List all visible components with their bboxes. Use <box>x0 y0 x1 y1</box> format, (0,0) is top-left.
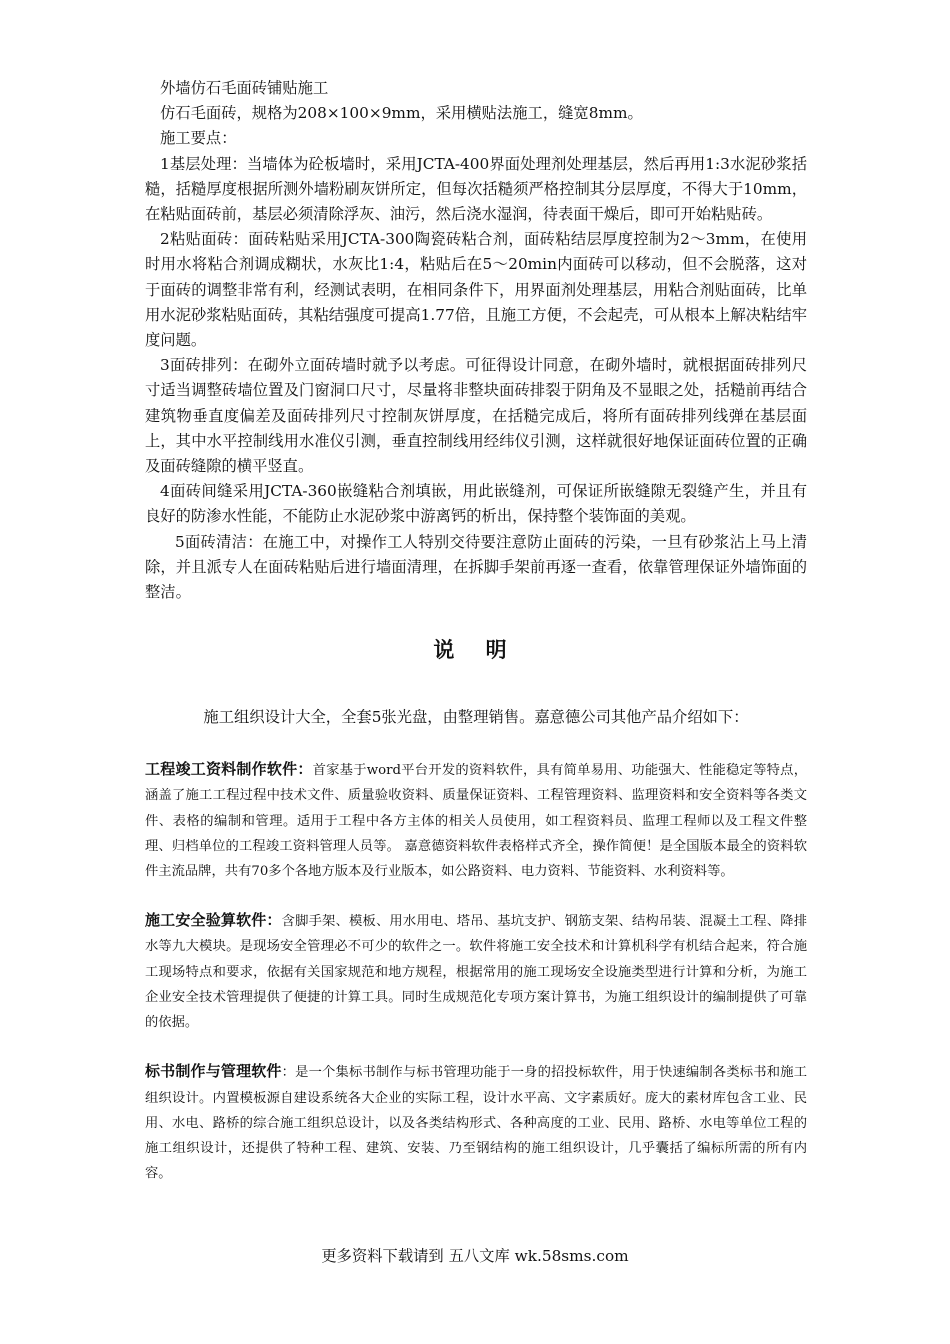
product-desc: ：是一个集标书制作与标书管理功能于一身的招投标软件，用于快速编制各类标书和施工组织设计。内置模板源自建设系统各大企业的实际工程，设计水平高、文字素质好。庞大的素材库包含工业、民用、水电、路桥的综合施工组织总设计，以及各类结构形式、各种高度的工业、民用、路桥、水电等单位工程的施工组织设计，还提供了特种工程、建筑、安装、乃至钢结构的施工组织设计，几乎囊括了编标所需的所有内容。 <box>145 1065 807 1182</box>
document-page <box>145 76 807 1186</box>
key-points-label: 施工要点： <box>160 129 237 148</box>
product-docs-software <box>145 757 807 884</box>
point-tile-layout: 3面砖排列：在砌外立面砖墙时就予以考虑。可征得设计同意，在砌外墙时，就根据面砖排列尺寸适当调整砖墙位置及门窗洞口尺寸，尽量将非整块面砖排裂于阴角及不显眼之处，括糙前再结合建筑物垂直度偏差及面砖排列尺寸控制灰饼厚度，在括糙完成后，将所有面砖排列线弹在基层面上，其中水平控制线用水准仪引测，垂直控制线用经纬仪引测，这样就很好地保证面砖位置的正确及面砖缝隙的横平竖直。 <box>145 356 807 476</box>
point-tile-bonding: 2粘贴面砖：面砖粘贴采用JCTA-300陶瓷砖粘合剂，面砖粘结层厚度控制为2～3mm，在使用时用水将粘合剂调成糊状，水灰比1:4，粘贴后在5～20min内面砖可以移动，但不会脱落，这对于面砖的调整非常有利，经测试表明，在相同条件下，用界面剂处理基层，用粘合剂贴面砖，比单用水泥砂浆粘贴面砖，其粘结强度可提高1.77倍，且施工方便，不会起壳，可从根本上解决粘结牢度问题。 <box>145 230 807 350</box>
product-name: 标书制作与管理软件 <box>145 1062 282 1081</box>
product-desc: 含脚手架、模板、用水用电、塔吊、基坑支护、钢筋支架、结构吊装、混凝土工程、降排水等九大模块。是现场安全管理必不可少的软件之一。软件将施工安全技术和计算机科学有机结合起来，符合施工现场特点和要求，依据有关国家规范和地方规程，根据常用的施工现场安全设施类型进行计算和分析，为施工企业安全技术管理提供了便捷的计算工具。同时生成规范化专项方案计算书，为施工组织设计的编制提供了可靠的依据。 <box>145 914 807 1031</box>
notice-intro: 施工组织设计大全，全套5张光盘，由整理销售。嘉意德公司其他产品介绍如下： <box>203 708 749 727</box>
product-safety-software <box>145 908 807 1035</box>
point-joint-filling: 4面砖间缝采用JCTA-360嵌缝粘合剂填嵌，用此嵌缝剂，可保证所嵌缝隙无裂缝产生，并且有良好的防渗水性能，不能防止水泥砂浆中游离钙的析出，保持整个装饰面的美观。 <box>145 482 807 526</box>
section-heading: 外墙仿石毛面砖铺贴施工 <box>160 79 329 97</box>
product-tender-software <box>145 1059 807 1186</box>
footer-link[interactable]: 更多资料下载请到 五八文库 wk.58sms.com <box>321 1247 629 1265</box>
product-name: 施工安全验算软件： <box>145 911 282 930</box>
point-base-treatment: 1基层处理：当墙体为砼板墙时，采用JCTA-400界面处理剂处理基层，然后再用1:3水泥砂浆括糙，括糙厚度根据所测外墙粉刷灰饼所定，但每次括糙须严格控制其分层厚度，不得大于10mm，在粘贴面砖前，基层必须清除浮灰、油污，然后浇水湿润，待表面干燥后，即可开始粘贴砖。 <box>145 154 807 224</box>
product-name: 工程竣工资料制作软件： <box>145 760 313 779</box>
point-tile-cleaning: 5面砖清洁：在施工中，对操作工人特别交待要注意防止面砖的污染，一旦有砂浆沾上马上清除，并且派专人在面砖粘贴后进行墙面清理，在拆脚手架前再逐一查看，依靠管理保证外墙饰面的整洁。 <box>145 532 807 602</box>
notice-title: 说 明 <box>433 637 519 663</box>
product-desc: 首家基于word平台开发的资料软件，具有简单易用、功能强大、性能稳定等特点，涵盖了施工工程过程中技术文件、质量验收资料、质量保证资料、工程管理资料、监理资料和安全资料等各类文件、表格的编制和管理。适用于工程中各方主体的相关人员使用，如工程资料员、监理工程师以及工程文件整理、归档单位的工程竣工资料管理人员等。 嘉意德资料软件表格样式齐全，操作简便！是全国版本最全的资料软件主流品牌，共有70多个各地方版本及行业版本，如公路资料、电力资料、节能资料、水利资料等。 <box>145 763 807 880</box>
tile-spec: 仿石毛面砖，规格为208×100×9mm，采用横贴法施工，缝宽8mm。 <box>160 104 643 123</box>
